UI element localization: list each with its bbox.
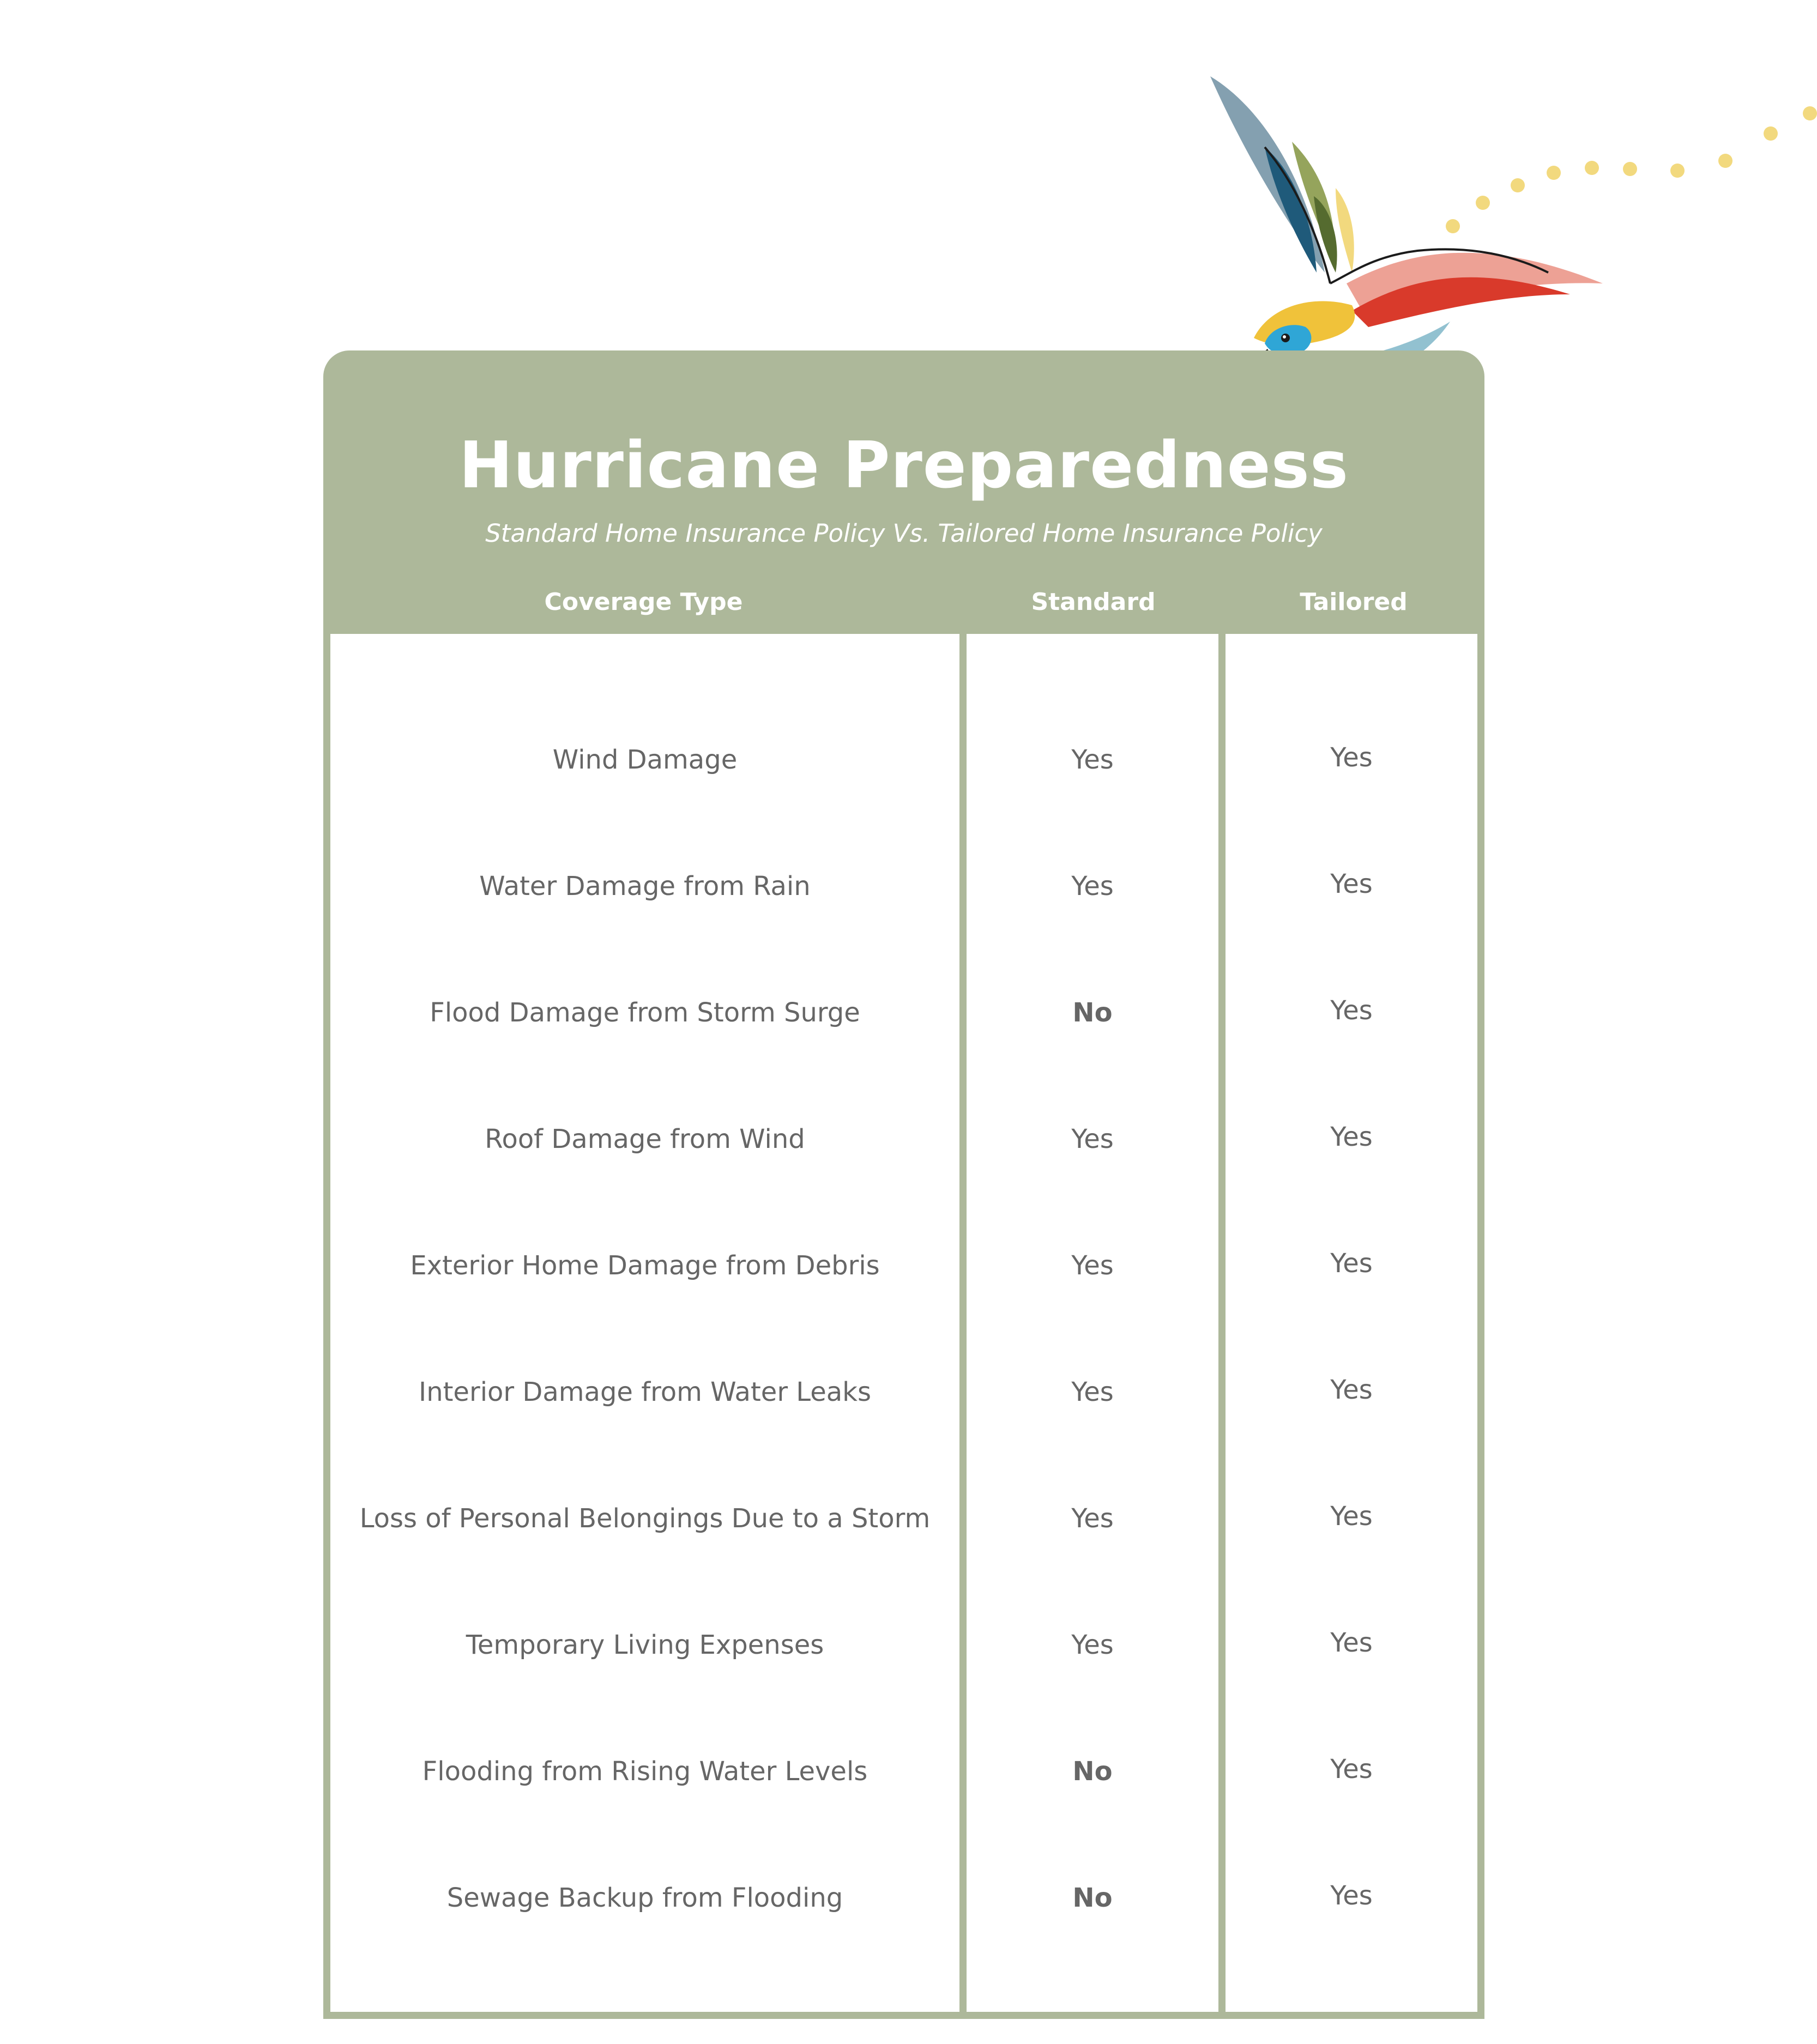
tailored-cell: Yes xyxy=(1330,1501,1373,1532)
page-title: Hurricane Preparedness xyxy=(458,427,1349,503)
table-row xyxy=(323,1202,1484,1329)
comparison-card xyxy=(323,350,1484,2019)
flight-trail-dots xyxy=(1446,106,1817,233)
column-header-standard: Standard xyxy=(1031,588,1156,616)
column-header-coverage: Coverage Type xyxy=(544,588,743,616)
table-row xyxy=(323,1076,1484,1202)
table-row xyxy=(323,950,1484,1076)
tailored-cell: Yes xyxy=(1330,742,1373,773)
tailored-cell: Yes xyxy=(1330,995,1373,1026)
tailored-cell: Yes xyxy=(1330,869,1373,899)
tailored-cell: Yes xyxy=(1330,1375,1373,1405)
table-row xyxy=(323,1582,1484,1708)
table-row xyxy=(323,1835,1484,1961)
table-row xyxy=(323,1455,1484,1582)
coverage-type-cell: Interior Damage from Water Leaks xyxy=(419,1377,871,1407)
tailored-cell: Yes xyxy=(1330,1248,1373,1279)
standard-cell: Yes xyxy=(1071,871,1114,902)
coverage-type-cell: Exterior Home Damage from Debris xyxy=(410,1250,880,1281)
table-row xyxy=(323,823,1484,950)
column-header-tailored: Tailored xyxy=(1300,588,1408,616)
coverage-type-cell: Roof Damage from Wind xyxy=(485,1124,805,1154)
coverage-type-cell: Wind Damage xyxy=(552,745,738,775)
standard-cell: Yes xyxy=(1071,1250,1114,1281)
tailored-cell: Yes xyxy=(1330,1754,1373,1785)
coverage-type-cell: Flood Damage from Storm Surge xyxy=(430,997,860,1028)
tailored-cell: Yes xyxy=(1330,1122,1373,1152)
coverage-type-cell: Loss of Personal Belongings Due to a Storm xyxy=(359,1503,931,1534)
standard-cell: Yes xyxy=(1071,1377,1114,1407)
tailored-cell: Yes xyxy=(1330,1880,1373,1911)
standard-cell: No xyxy=(1072,1883,1113,1913)
standard-cell: Yes xyxy=(1071,1503,1114,1534)
standard-cell: Yes xyxy=(1071,1630,1114,1660)
standard-cell: No xyxy=(1072,1756,1113,1787)
card-header xyxy=(323,350,1484,634)
standard-cell: Yes xyxy=(1071,745,1114,775)
table-row xyxy=(323,1708,1484,1835)
tailored-cell: Yes xyxy=(1330,1628,1373,1658)
table-row xyxy=(323,1329,1484,1455)
coverage-type-cell: Sewage Backup from Flooding xyxy=(446,1883,843,1913)
coverage-type-cell: Temporary Living Expenses xyxy=(466,1630,824,1660)
coverage-type-cell: Water Damage from Rain xyxy=(479,871,811,902)
standard-cell: Yes xyxy=(1071,1124,1114,1154)
coverage-type-cell: Flooding from Rising Water Levels xyxy=(422,1756,868,1787)
standard-cell: No xyxy=(1072,997,1113,1028)
page-subtitle: Standard Home Insurance Policy Vs. Tailored Home Insurance Policy xyxy=(485,519,1323,548)
table-row xyxy=(323,697,1484,823)
